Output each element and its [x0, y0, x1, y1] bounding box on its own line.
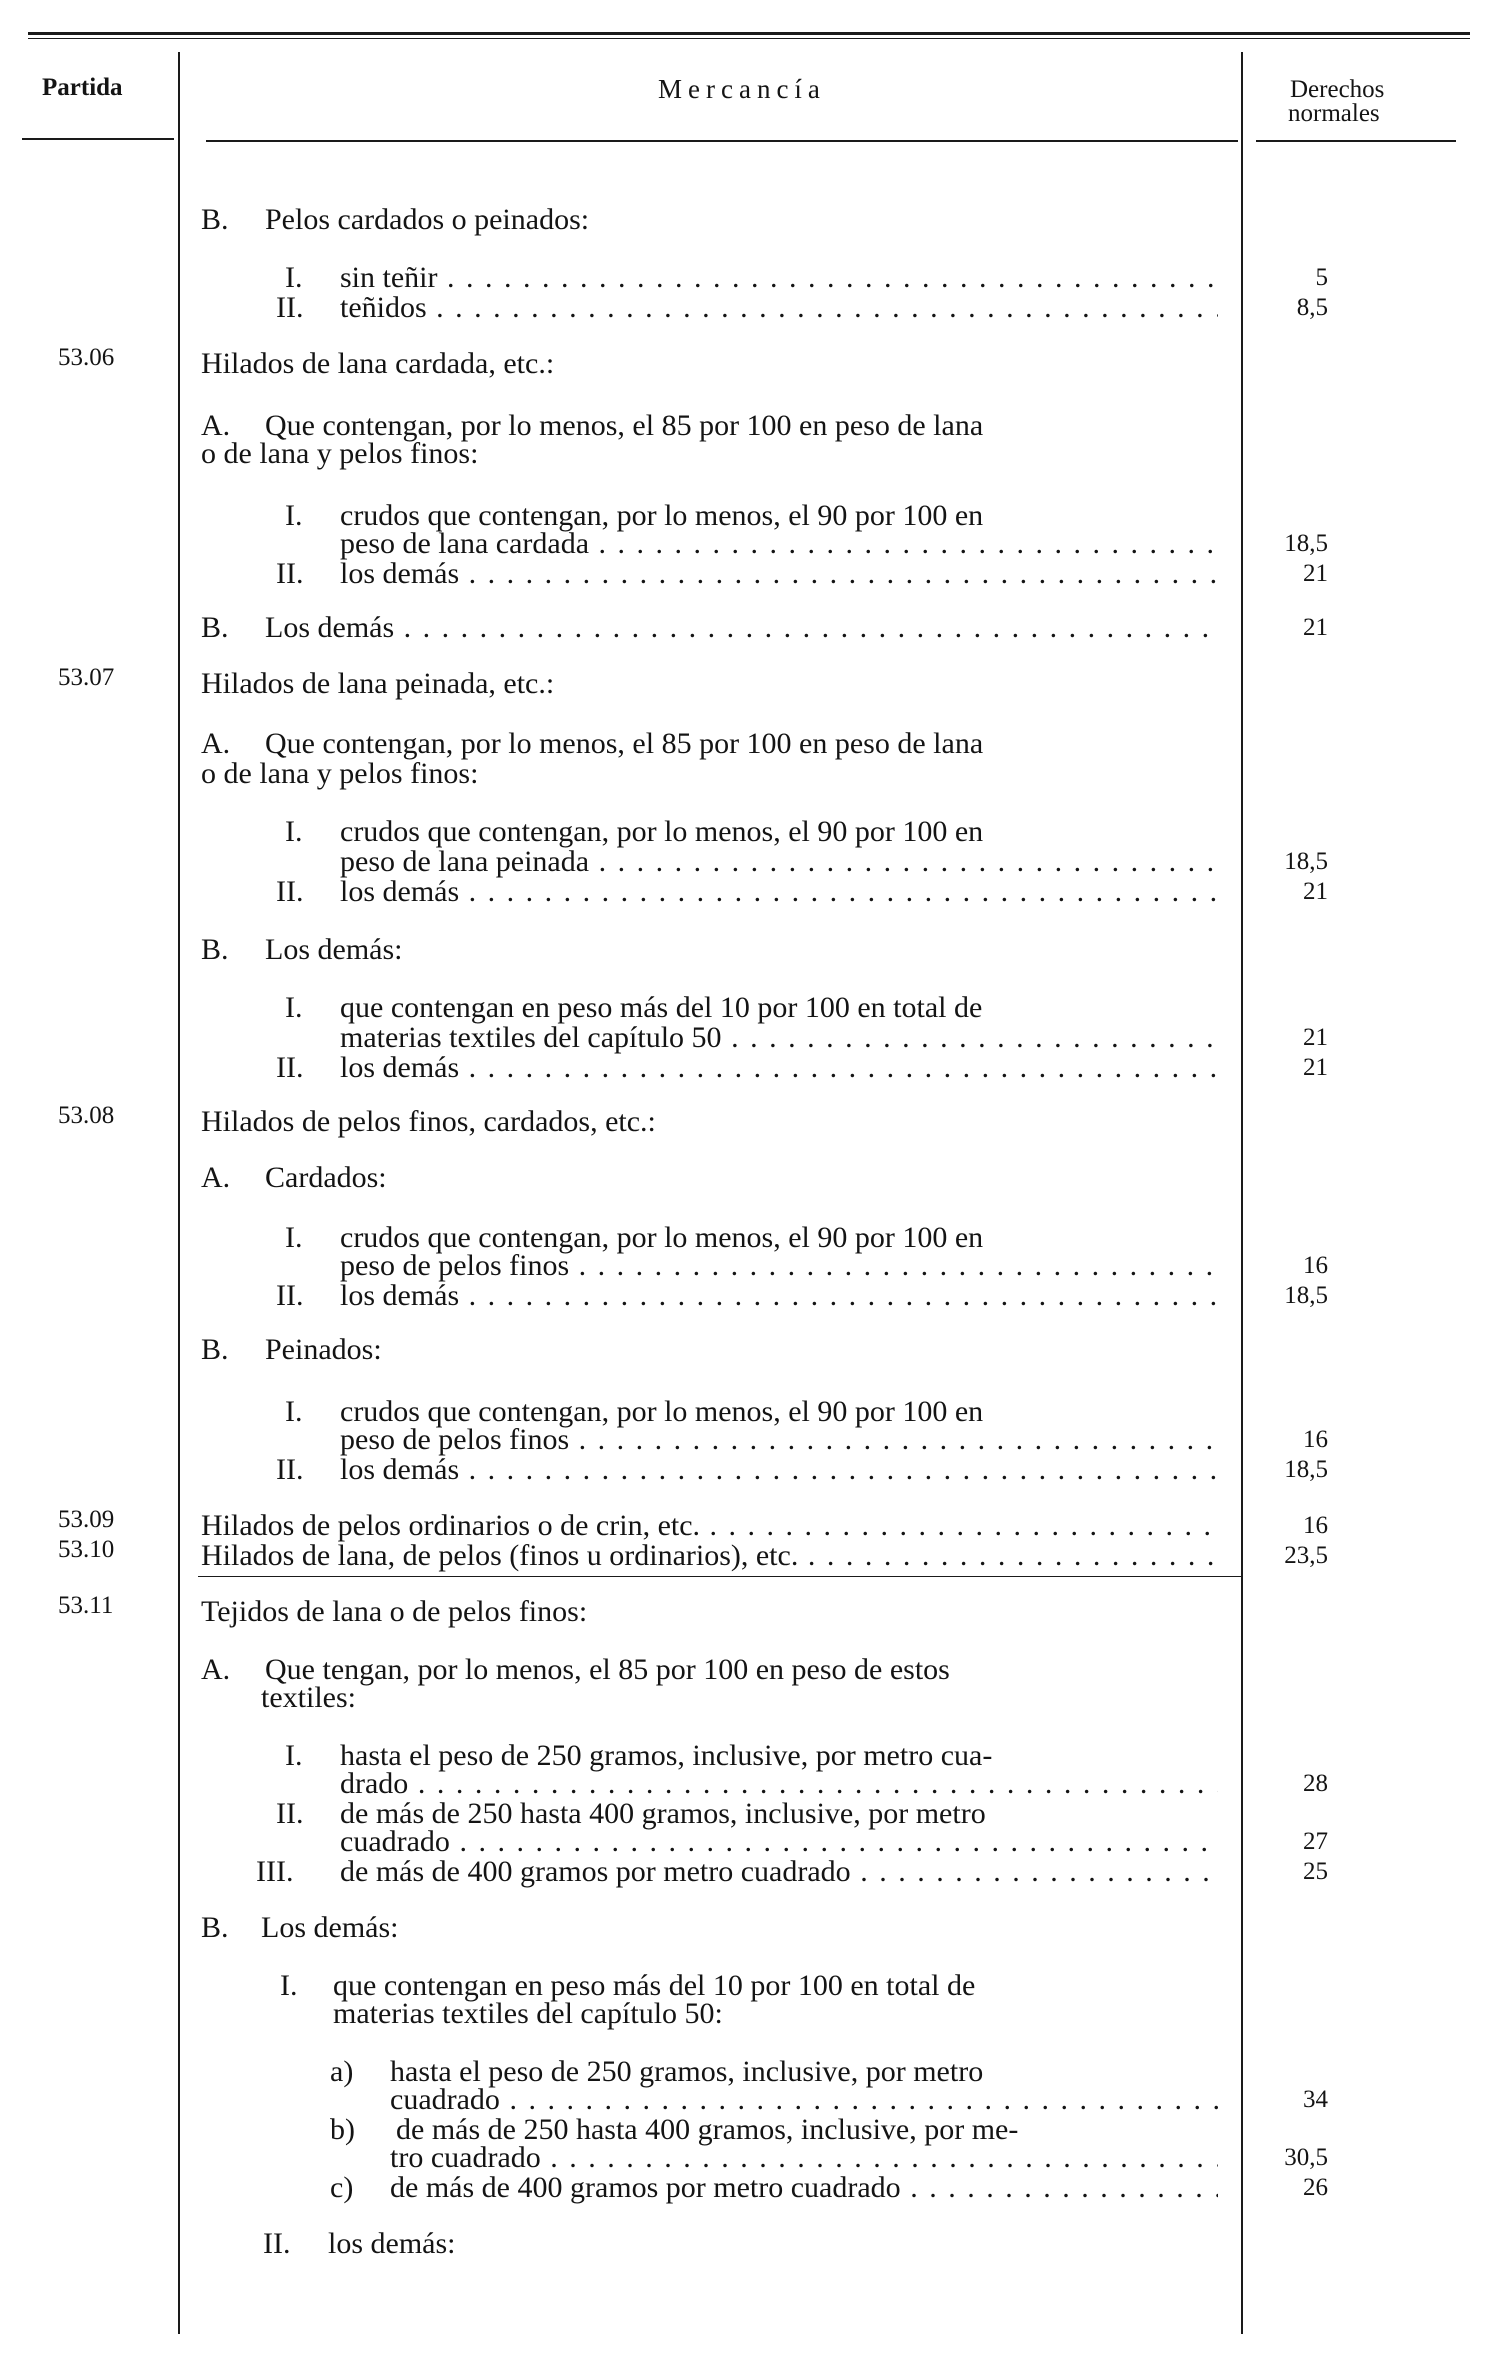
row-description: de más de 400 gramos por metro cuadrado . . .	[340, 1856, 1218, 1888]
row-label: I.	[285, 815, 303, 848]
row-rate: 25	[1303, 1858, 1328, 1885]
row-rate: 21	[1303, 614, 1328, 641]
row-description: que contengan en peso más del 10 por 100 en total de	[333, 1970, 976, 2002]
row-label: II.	[263, 2227, 291, 2260]
row-description: drado . . .	[340, 1768, 1218, 1800]
row-description: Peinados:	[265, 1334, 382, 1366]
row-description: peso de lana peinada . . .	[340, 846, 1218, 878]
row-label: II.	[276, 557, 304, 590]
row-description: textiles:	[261, 1682, 356, 1714]
row-rate: 16	[1303, 1252, 1328, 1279]
row-label: II.	[276, 1051, 304, 1084]
row-rate: 30,5	[1284, 2144, 1328, 2171]
row-label: B.	[201, 933, 229, 966]
row-label: I.	[285, 261, 303, 294]
row-description: peso de lana cardada . . .	[340, 528, 1218, 560]
row-label: II.	[276, 1279, 304, 1312]
row-rate: 8,5	[1296, 294, 1328, 321]
row-label: II.	[276, 875, 304, 908]
row-description: los demás . . .	[340, 876, 1218, 908]
row-description: Hilados de pelos ordinarios o de crin, etc. . . .	[201, 1510, 1218, 1542]
row-description: Que tengan, por lo menos, el 85 por 100 en peso de estos	[265, 1654, 950, 1686]
row-label: I.	[285, 1395, 303, 1428]
row-description: tro cuadrado . . .	[390, 2142, 1218, 2174]
row-rate: 18,5	[1284, 1282, 1328, 1309]
row-label: a)	[330, 2055, 354, 2088]
row-label: II.	[276, 1453, 304, 1486]
row-rate: 21	[1303, 878, 1328, 905]
row-description: Que contengan, por lo menos, el 85 por 100 en peso de lana	[265, 728, 984, 760]
top-rule-thin	[28, 38, 1470, 39]
partida-number: 53.07	[58, 664, 115, 691]
row-description: cuadrado . . .	[340, 1826, 1218, 1858]
row-label: I.	[285, 991, 303, 1024]
row-description: los demás . . .	[340, 558, 1218, 590]
partida-number: 53.10	[58, 1536, 115, 1563]
row-description: o de lana y pelos finos:	[201, 438, 479, 470]
row-label: B.	[201, 611, 229, 644]
row-description: de más de 250 hasta 400 gramos, inclusive, por me-	[396, 2114, 1019, 2146]
row-rate: 5	[1315, 264, 1328, 291]
row-rate: 23,5	[1284, 1542, 1328, 1569]
row-rate: 16	[1303, 1512, 1328, 1539]
row-description: peso de pelos finos . . .	[340, 1250, 1218, 1282]
row-description: Hilados de lana cardada, etc.:	[201, 348, 555, 380]
header-underline-mercancia	[206, 140, 1238, 142]
row-label: c)	[330, 2171, 354, 2204]
row-label: II.	[276, 1797, 304, 1830]
partida-number: 53.09	[58, 1506, 115, 1533]
row-label: I.	[285, 1221, 303, 1254]
partida-number: 53.11	[58, 1592, 114, 1619]
header-derechos-line1: Derechos	[1290, 76, 1385, 103]
row-description: de más de 250 hasta 400 gramos, inclusive, por metro	[340, 1798, 986, 1830]
row-description: crudos que contengan, por lo menos, el 90 por 100 en	[340, 816, 984, 848]
row-rate: 28	[1303, 1770, 1328, 1797]
row-description: materias textiles del capítulo 50:	[333, 1998, 723, 2030]
row-description: los demás . . .	[340, 1454, 1218, 1486]
header-mercancia: Mercancía	[658, 74, 826, 104]
row-description: crudos que contengan, por lo menos, el 90 por 100 en	[340, 1396, 984, 1428]
row-description: los demás . . .	[340, 1280, 1218, 1312]
row-rate: 27	[1303, 1828, 1328, 1855]
row-rate: 21	[1303, 1054, 1328, 1081]
row-description: Pelos cardados o peinados:	[265, 204, 590, 236]
row-rate: 18,5	[1284, 530, 1328, 557]
row-description: los demás . . .	[340, 1052, 1218, 1084]
row-description: teñidos . . .	[340, 292, 1218, 324]
section-separator	[198, 1576, 1242, 1577]
row-label: A.	[201, 727, 231, 760]
row-description: peso de pelos finos . . .	[340, 1424, 1218, 1456]
row-rate: 21	[1303, 1024, 1328, 1051]
row-label: A.	[201, 1161, 231, 1194]
row-description: Los demás:	[261, 1912, 399, 1944]
row-description: Hilados de lana peinada, etc.:	[201, 668, 555, 700]
row-label: III.	[256, 1855, 294, 1888]
row-rate: 16	[1303, 1426, 1328, 1453]
row-description: Los demás . . .	[265, 612, 1218, 644]
row-description: crudos que contengan, por lo menos, el 90 por 100 en	[340, 1222, 984, 1254]
row-rate: 26	[1303, 2174, 1328, 2201]
row-rate: 18,5	[1284, 848, 1328, 875]
top-rule	[28, 32, 1470, 35]
row-description: crudos que contengan, por lo menos, el 90 por 100 en	[340, 500, 984, 532]
row-label: A.	[201, 409, 231, 442]
header-derechos-line2: normales	[1288, 100, 1380, 127]
row-rate: 34	[1303, 2086, 1328, 2113]
row-description: Tejidos de lana o de pelos finos:	[201, 1596, 588, 1628]
row-label: B.	[201, 1911, 229, 1944]
row-label: B.	[201, 1333, 229, 1366]
row-label: B.	[201, 203, 229, 236]
row-description: Hilados de lana, de pelos (finos u ordinarios), etc. . . .	[201, 1540, 1218, 1572]
row-description: o de lana y pelos finos:	[201, 758, 479, 790]
row-description: cuadrado . . .	[390, 2084, 1218, 2116]
row-label: I.	[280, 1969, 298, 2002]
header-partida: Partida	[42, 74, 123, 101]
partida-number: 53.06	[58, 344, 115, 371]
header-underline-derechos	[1256, 140, 1456, 142]
row-description: de más de 400 gramos por metro cuadrado . . .	[390, 2172, 1218, 2204]
row-description: hasta el peso de 250 gramos, inclusive, por metro cua-	[340, 1740, 993, 1772]
column-separator-left	[178, 52, 180, 2334]
row-label: b)	[330, 2113, 355, 2146]
row-rate: 21	[1303, 560, 1328, 587]
row-description: sin teñir . . .	[340, 262, 1218, 294]
partida-number: 53.08	[58, 1102, 115, 1129]
row-description: Cardados:	[265, 1162, 387, 1194]
row-label: II.	[276, 291, 304, 324]
row-label: I.	[285, 1739, 303, 1772]
row-description: los demás:	[328, 2228, 456, 2260]
row-description: que contengan en peso más del 10 por 100 en total de	[340, 992, 983, 1024]
row-description: materias textiles del capítulo 50 . . .	[340, 1022, 1218, 1054]
header-underline-partida	[22, 138, 174, 140]
row-description: Que contengan, por lo menos, el 85 por 100 en peso de lana	[265, 410, 984, 442]
row-description: Los demás:	[265, 934, 403, 966]
row-description: hasta el peso de 250 gramos, inclusive, por metro	[390, 2056, 984, 2088]
row-label: A.	[201, 1653, 231, 1686]
row-description: Hilados de pelos finos, cardados, etc.:	[201, 1106, 656, 1138]
row-label: I.	[285, 499, 303, 532]
row-rate: 18,5	[1284, 1456, 1328, 1483]
